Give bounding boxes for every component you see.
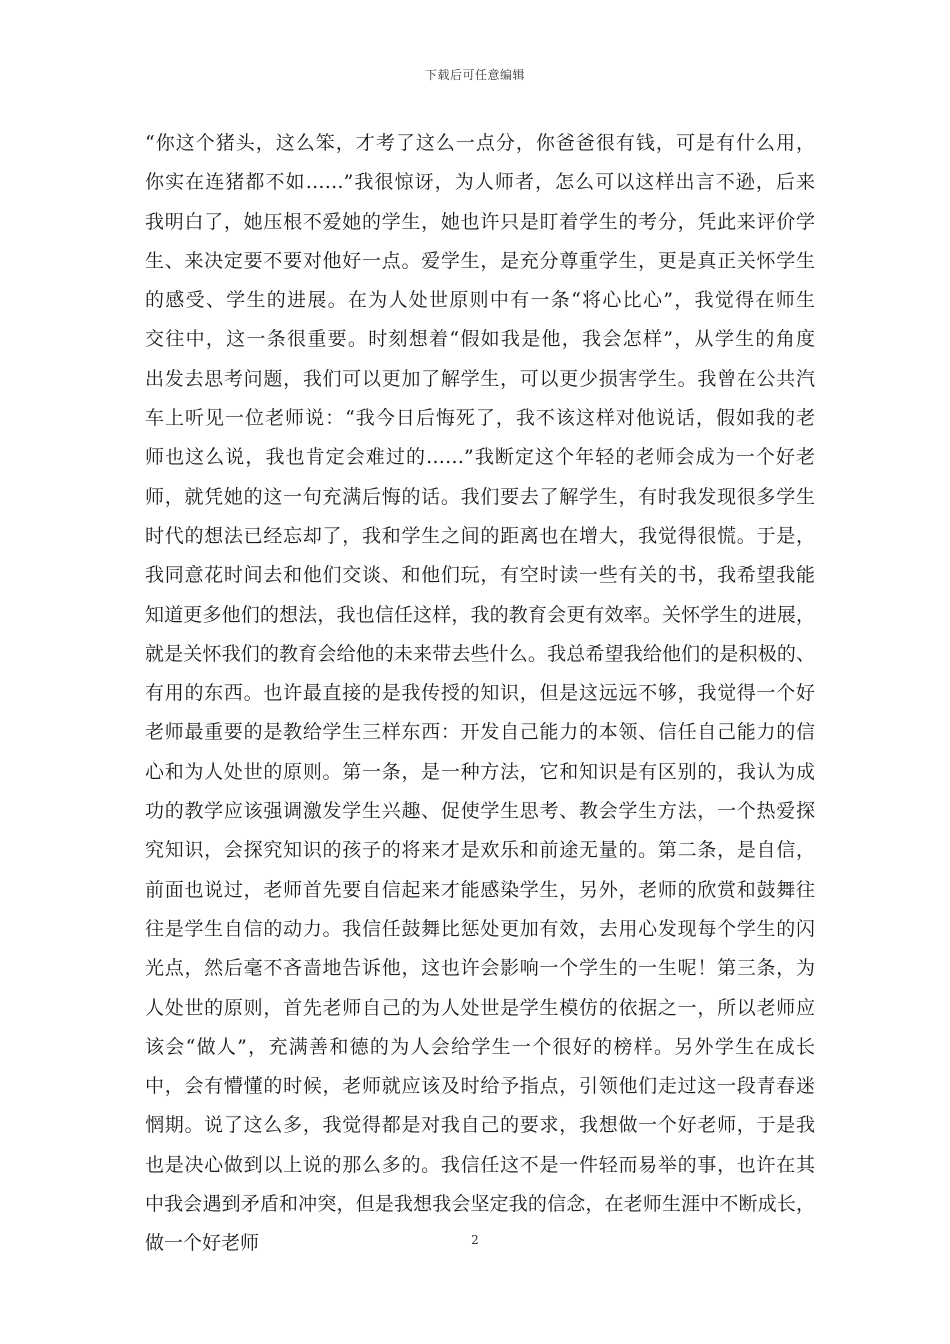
text-line: 就是关怀我们的教育会给他的未来带去些什么。我总希望我给他们的是积极的、: [145, 642, 815, 665]
text-line: 也是决心做到以上说的那么多的。我信任这不是一件轻而易举的事，也许在其: [145, 1153, 815, 1176]
text-line: 中，会有懵懂的时候，老师就应该及时给予指点，引领他们走过这一段青春迷: [145, 1075, 815, 1098]
text-line: 我明白了，她压根不爱她的学生，她也许只是盯着学生的考分，凭此来评价学: [145, 210, 815, 233]
text-line: 光点，然后毫不吝啬地告诉他，这也许会影响一个学生的一生呢！第三条，为: [145, 957, 815, 980]
text-line: 前面也说过，老师首先要自信起来才能感染学生，另外，老师的欣赏和鼓舞往: [145, 878, 815, 901]
text-line: 车上听见一位老师说：“我今日后悔死了，我不该这样对他说话，假如我的老: [145, 407, 815, 430]
page-number: 2: [471, 1233, 479, 1247]
text-line: 师也这么说，我也肯定会难过的……”我断定这个年轻的老师会成为一个好老: [145, 446, 815, 469]
page-header: 下载后可任意编辑: [424, 68, 525, 82]
text-line: 时代的想法已经忘却了，我和学生之间的距离也在增大，我觉得很慌。于是，: [145, 524, 815, 547]
text-line: 交往中，这一条很重要。时刻想着“假如我是他，我会怎样”，从学生的角度: [145, 328, 815, 351]
text-line: 人处世的原则，首先老师自己的为人处世是学生模仿的依据之一，所以老师应: [145, 996, 815, 1019]
text-line: 做一个好老师: [145, 1232, 260, 1255]
text-line: 出发去思考问题，我们可以更加了解学生，可以更少损害学生。我曾在公共汽: [145, 367, 815, 390]
text-line: 的感受、学生的进展。在为人处世原则中有一条“将心比心”，我觉得在师生: [145, 289, 815, 312]
text-line: 你实在连猪都不如……”我很惊讶，为人师者，怎么可以这样出言不逊，后来: [145, 171, 815, 194]
text-line: 功的教学应该强调激发学生兴趣、促使学生思考、教会学生方法，一个热爱探: [145, 800, 815, 823]
text-line: 我同意花时间去和他们交谈、和他们玩，有空时读一些有关的书，我希望我能: [145, 564, 815, 587]
text-line: 有用的东西。也许最直接的是我传授的知识，但是这远远不够，我觉得一个好: [145, 682, 815, 705]
text-line: 知道更多他们的想法，我也信任这样，我的教育会更有效率。关怀学生的进展，: [145, 603, 815, 626]
text-line: 中我会遇到矛盾和冲突，但是我想我会坚定我的信念，在老师生涯中不断成长，: [145, 1193, 815, 1216]
text-line: 往是学生自信的动力。我信任鼓舞比惩处更加有效，去用心发现每个学生的闪: [145, 917, 815, 940]
body-text: [145, 124, 815, 1264]
text-line: 究知识，会探究知识的孩子的将来才是欢乐和前途无量的。第二条，是自信，: [145, 839, 815, 862]
text-line: 师，就凭她的这一句充满后悔的话。我们要去了解学生，有时我发现很多学生: [145, 485, 815, 508]
text-line: 生、来决定要不要对他好一点。爱学生，是充分尊重学生，更是真正关怀学生: [145, 249, 815, 272]
text-line: “你这个猪头，这么笨，才考了这么一点分，你爸爸很有钱，可是有什么用，: [145, 132, 815, 154]
text-line: 惘期。说了这么多，我觉得都是对我自己的要求，我想做一个好老师，于是我: [145, 1114, 815, 1137]
text-line: 老师最重要的是教给学生三样东西：开发自己能力的本领、信任自己能力的信: [145, 721, 815, 744]
text-line: 心和为人处世的原则。第一条，是一种方法，它和知识是有区别的，我认为成: [145, 760, 815, 783]
text-line: 该会“做人”，充满善和德的为人会给学生一个很好的榜样。另外学生在成长: [145, 1035, 815, 1058]
